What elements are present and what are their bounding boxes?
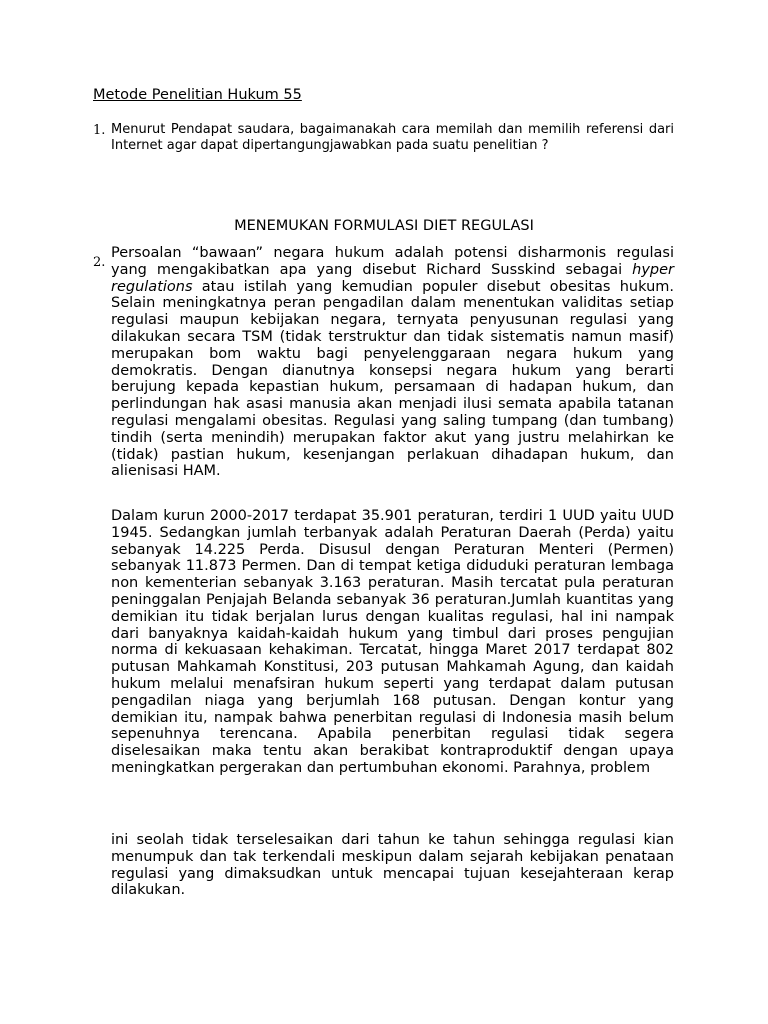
paragraph-1-text: Persoalan “bawaan” negara hukum adalah potensi disharmonis regulasi yang mengakibatkan apa yang disebut Richard Susskind sebagai hyper regulations atau istilah yang kemudian populer disebut obesitas hukum. Selain meningkatnya peran pengadilan dalam menentukan validitas setiap regulasi maupun kebijakan negara, ternyata penyusunan regulasi yang dilakukan secara TSM (tidak terstruktur dan tidak sistematis namun masif) merupakan bom waktu bagi penyelenggaraan negara hukum yang demokratis. Dengan dianutnya konsepsi negara hukum yang berarti berujung kepada kepastian hukum, persamaan di hadapan hukum, dan perlindungan hak asasi manusia akan menjadi ilusi semata apabila tatanan regulasi mengalami obesitas. Regulasi yang saling tumpang (dan tumbang) tindih (serta menindih) merupakan faktor akut yang justru melahirkan ke (tidak) pastian hukum, kesenjangan perlakuan dihadapan hukum, dan alienisasi HAM. bbox=[111, 245, 674, 480]
document-title: Metode Penelitian Hukum 55 bbox=[93, 87, 302, 103]
question-2-paragraph-3: ini seolah tidak terselesaikan dari tahun ke tahun sehingga regulasi kian menumpuk dan tak terkendali meskipun dalam sejarah kebijakan penataan regulasi yang dimaksudkan untuk mencapai tujuan kesejahteraan kerap dilakukan. bbox=[111, 832, 674, 899]
section-heading: MENEMUKAN FORMULASI DIET REGULASI bbox=[234, 218, 534, 234]
paragraph-1-emphasis: hyper regulations bbox=[111, 261, 674, 295]
question-1-text: Menurut Pendapat saudara, bagaimanakah cara memilah dan memilih referensi dari Internet agar dapat dipertangungjawabkan pada suatu penelitian ? bbox=[111, 122, 674, 154]
question-2-number: 2. bbox=[93, 255, 106, 270]
question-2-paragraph-2: Dalam kurun 2000-2017 terdapat 35.901 peraturan, terdiri 1 UUD yaitu UUD 1945. Sedangkan jumlah terbanyak adalah Peraturan Daerah (Perda) yaitu sebanyak 14.225 Perda. Disusul dengan Peraturan Menteri (Permen) sebanyak 11.873 Permen. Dan di tempat ketiga diduduki peraturan lembaga non kementerian sebanyak 3.163 peraturan. Masih tercatat pula peraturan peninggalan Penjajah Belanda sebanyak 36 peraturan.Jumlah kuantitas yang demikian itu tidak berjalan lurus dengan kualitas regulasi, hal ini nampak dari banyaknya kaidah-kaidah hukum yang timbul dari proses pengujian norma di kekuasaan kehakiman. Tercatat, hingga Maret 2017 terdapat 802 putusan Mahkamah Konstitusi, 203 putusan Mahkamah Agung, dan kaidah hukum melalui menafsiran hukum seperti yang terdapat dalam putusan pengadilan niaga yang berjumlah 168 putusan. Dengan kontur yang demikian itu, nampak bahwa penerbitan regulasi di Indonesia masih belum sepenuhnya terencana. Apabila penerbitan regulasi tidak segera diselesaikan maka tentu akan berakibat kontraproduktif dengan upaya meningkatkan pergerakan dan pertumbuhan ekonomi. Parahnya, problem bbox=[111, 508, 674, 776]
question-2-paragraph-1 bbox=[111, 245, 674, 480]
question-1-number: 1. bbox=[93, 123, 106, 138]
